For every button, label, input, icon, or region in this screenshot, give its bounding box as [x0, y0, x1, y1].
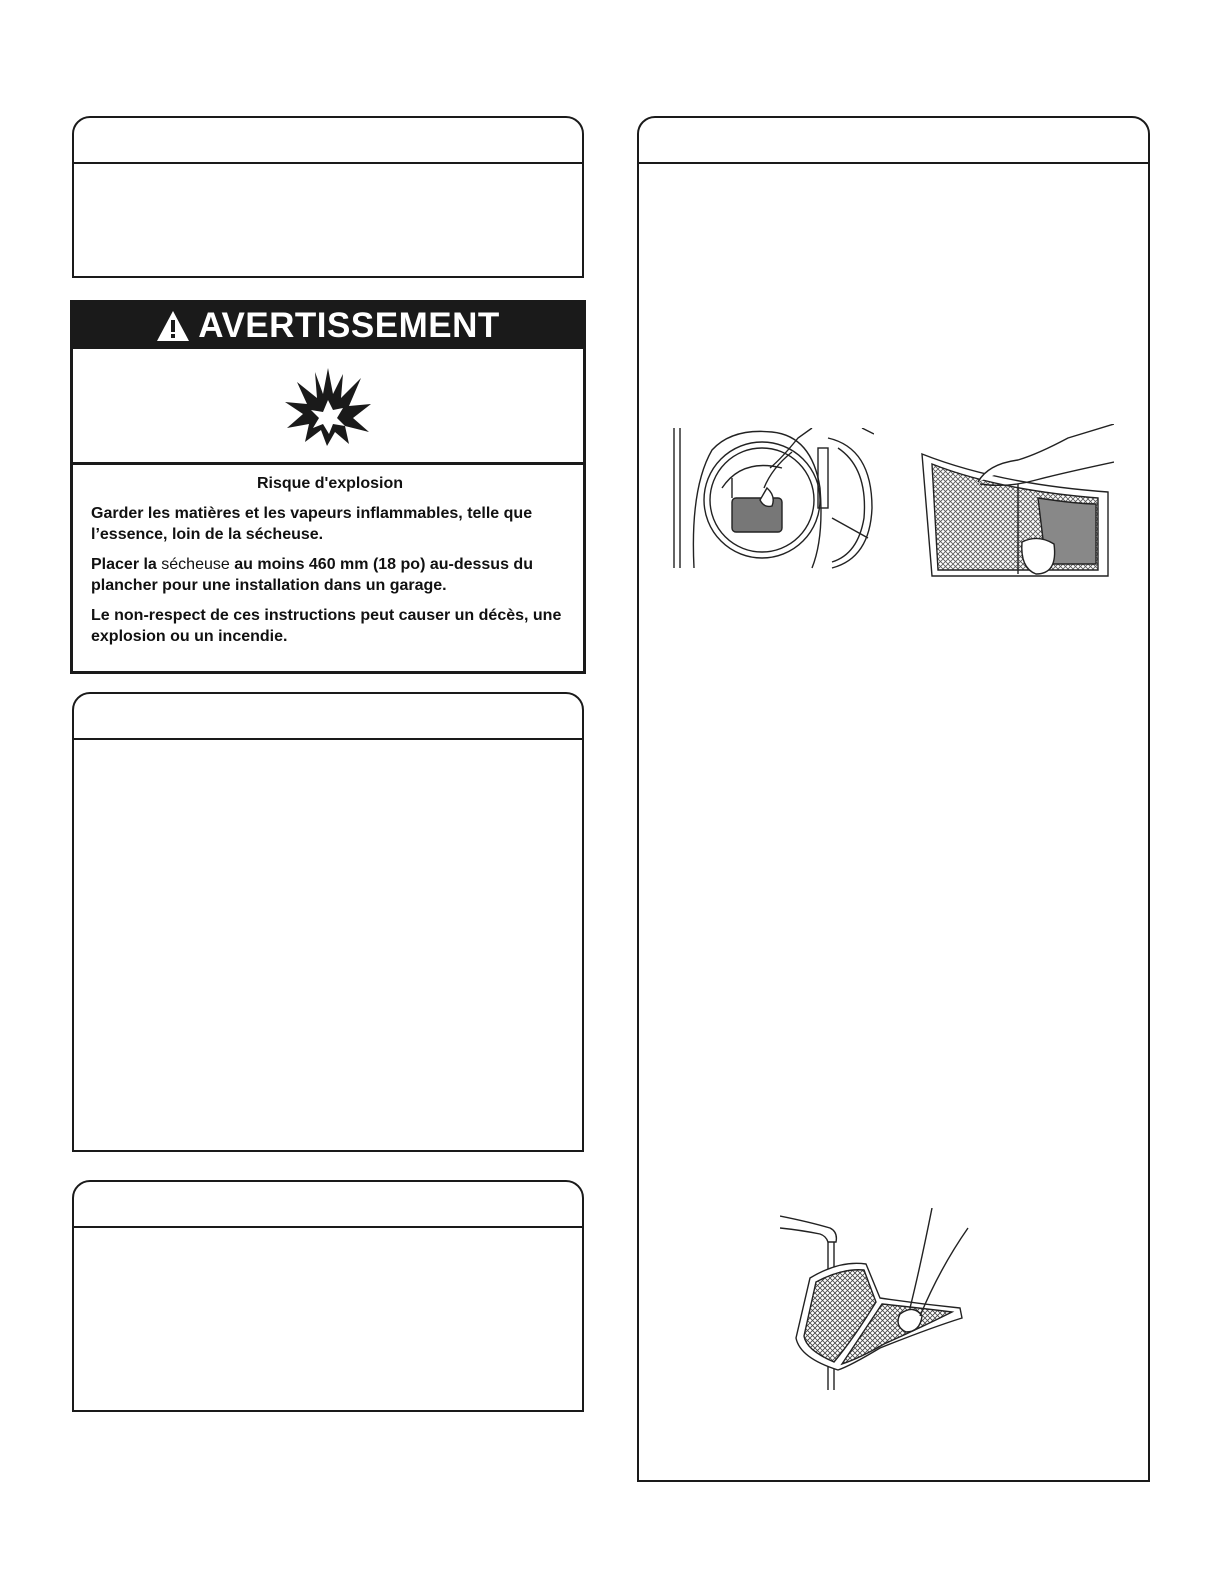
- info-panel-3: [72, 692, 584, 1152]
- explosion-icon: [283, 366, 373, 446]
- info-panel-2-header: [639, 118, 1148, 164]
- warning-triangle-icon: [156, 310, 190, 342]
- lint-screen-cleaning-by-hand: [918, 424, 1114, 580]
- warning-signal-word: AVERTISSEMENT: [198, 306, 500, 345]
- warning-message-3: [91, 605, 569, 647]
- info-panel-1: [72, 116, 584, 278]
- warning-message-2-part-c: au moins 460 mm (18 po) au-dessus du plancher pour une installation dans un garage.: [91, 556, 533, 594]
- risk-title: Risque d'explosion: [256, 475, 404, 492]
- warning-header: [73, 303, 583, 349]
- warning-message-2-part-a: Placer la: [91, 556, 162, 573]
- lint-screen-washing-under-faucet: [780, 1208, 970, 1390]
- info-panel-1-header: [74, 118, 582, 164]
- warning-message-2-part-b: sécheuse: [161, 556, 230, 573]
- warning-message-3-text: Le non-respect de ces instructions peut causer un décès, une explosion ou un incendie.: [91, 607, 562, 645]
- info-panel-4-header: [74, 1182, 582, 1228]
- warning-symbol-area: [73, 349, 583, 465]
- warning-body: [91, 475, 569, 656]
- info-panel-3-header: [74, 694, 582, 740]
- warning-message-2: [91, 554, 569, 596]
- warning-box: [70, 300, 586, 674]
- dryer-door-lint-screen-removal: [672, 428, 874, 570]
- warning-message-1-text: Garder les matières et les vapeurs inflammables, telle que l’essence, loin de la sécheuse.: [91, 505, 533, 543]
- warning-message-1: [91, 503, 569, 545]
- info-panel-4: [72, 1180, 584, 1412]
